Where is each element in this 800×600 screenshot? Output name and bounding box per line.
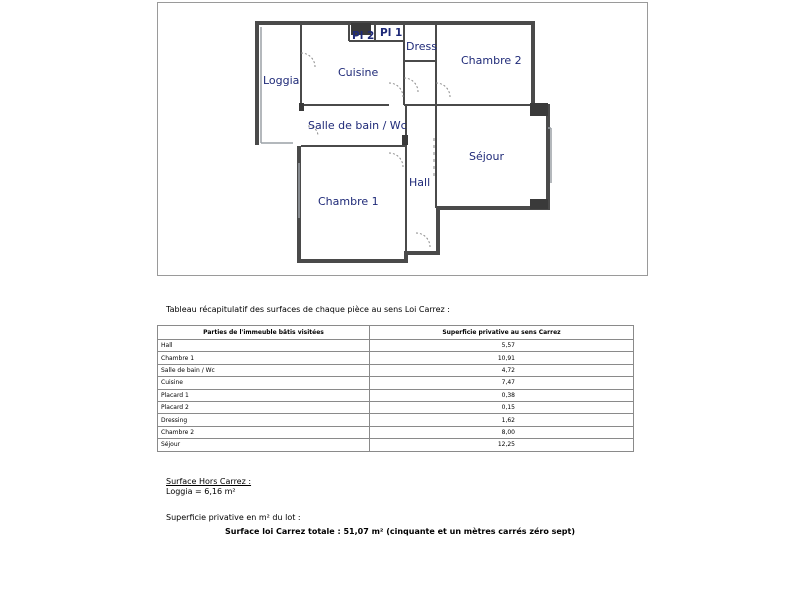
- table-row: [158, 439, 634, 451]
- cell-surface: 12,25: [370, 439, 634, 451]
- hors-carrez-title: Surface Hors Carrez :: [166, 477, 252, 486]
- cell-surface: 7,47: [370, 377, 634, 389]
- room-label-hall: Hall: [409, 176, 431, 189]
- room-label-pl2: Pl 2: [352, 30, 375, 42]
- room-label-dress: Dress: [406, 40, 437, 53]
- surface-table: [157, 325, 634, 452]
- cell-piece: Cuisine: [158, 377, 370, 389]
- cell-surface: 5,57: [370, 340, 634, 352]
- header-superficie: Superficie privative au sens Carrez: [370, 326, 634, 340]
- cell-surface: 4,72: [370, 364, 634, 376]
- floor-plan: [157, 2, 648, 276]
- carrez-total: Surface loi Carrez totale : 51,07 m² (cinquante et un mètres carrés zéro sept): [224, 527, 576, 536]
- table-row: [158, 352, 634, 364]
- table-row: [158, 426, 634, 438]
- cell-surface: 8,00: [370, 426, 634, 438]
- cell-piece: Chambre 1: [158, 352, 370, 364]
- table-caption: Tableau récapitulatif des surfaces de chaque pièce au sens Loi Carrez :: [166, 305, 450, 314]
- room-label-pl1: Pl 1: [380, 27, 403, 39]
- table-row: [158, 364, 634, 376]
- table-row: [158, 340, 634, 352]
- cell-piece: Placard 1: [158, 389, 370, 401]
- cell-surface: 0,38: [370, 389, 634, 401]
- room-label-cuisine: Cuisine: [338, 66, 379, 79]
- hors-carrez-loggia: Loggia = 6,16 m²: [166, 487, 236, 496]
- floor-plan-drawing: [158, 3, 649, 277]
- cell-piece: Hall: [158, 340, 370, 352]
- cell-surface: 1,62: [370, 414, 634, 426]
- cell-surface: 10,91: [370, 352, 634, 364]
- room-label-sejour: Séjour: [469, 150, 505, 163]
- table-row: [158, 377, 634, 389]
- room-label-sdb: Salle de bain / Wc: [308, 119, 407, 132]
- header-parties: Parties de l'immeuble bâtis visitées: [158, 326, 370, 340]
- table-row: [158, 401, 634, 413]
- privative-label: Superficie privative en m² du lot :: [166, 513, 301, 522]
- cell-piece: Dressing: [158, 414, 370, 426]
- table-row: [158, 414, 634, 426]
- cell-piece: Chambre 2: [158, 426, 370, 438]
- cell-piece: Placard 2: [158, 401, 370, 413]
- room-label-chambre2: Chambre 2: [461, 54, 522, 67]
- cell-piece: Salle de bain / Wc: [158, 364, 370, 376]
- cell-surface: 0,15: [370, 401, 634, 413]
- cell-piece: Séjour: [158, 439, 370, 451]
- table-header-row: [158, 326, 634, 340]
- table-row: [158, 389, 634, 401]
- room-label-chambre1: Chambre 1: [318, 195, 379, 208]
- room-label-loggia: Loggia: [263, 74, 300, 87]
